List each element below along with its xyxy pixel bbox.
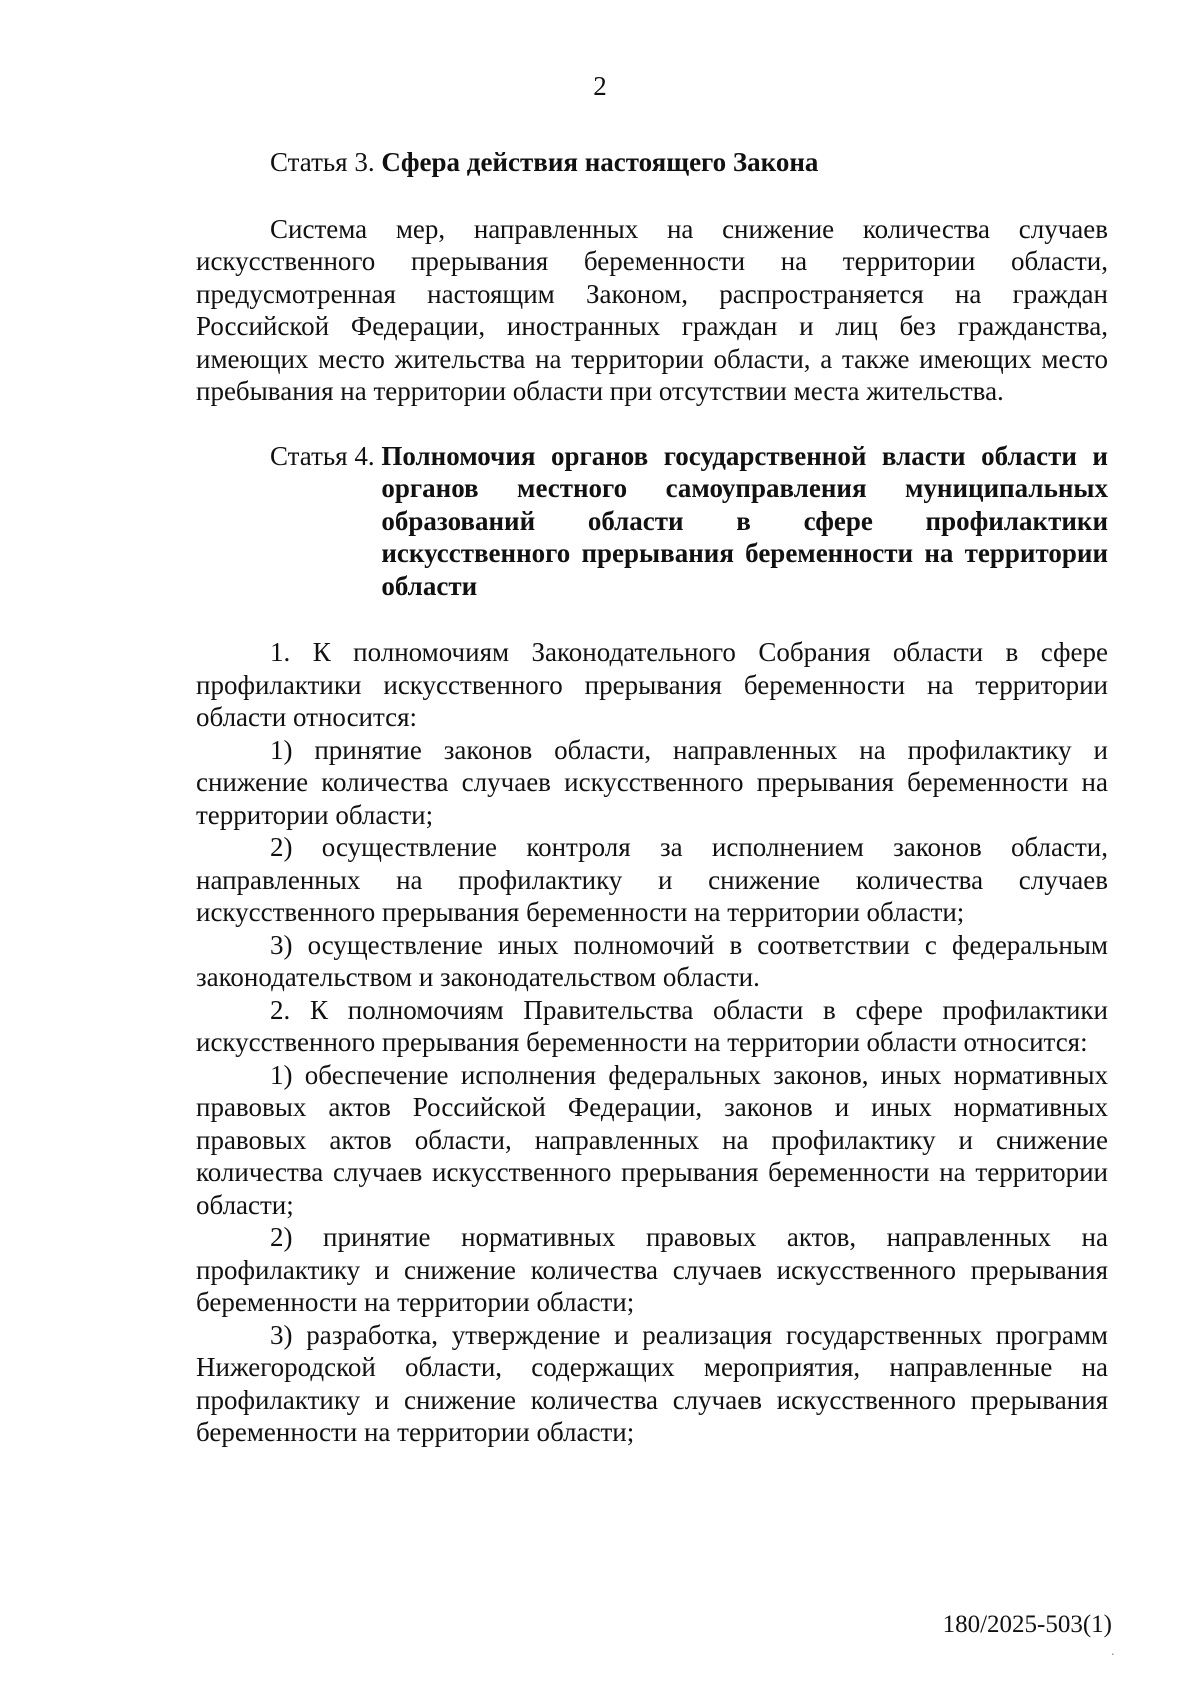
article-4-paragraph: 1) принятие законов области, направленных на профилактику и снижение количества случаев искусственного прерывания беременности на территории области; <box>196 734 1108 830</box>
article-4-paragraph: 2) осуществление контроля за исполнением законов области, направленных на профилактику и снижение количества случаев искусственного прерывания беременности на территории области; <box>196 832 1108 927</box>
article-4-paragraph: 2) принятие нормативных правовых актов, направленных на профилактику и снижение количества случаев искусственного прерывания беременности на территории области; <box>196 1222 1108 1317</box>
article-3-title: Сфера действия настоящего Закона <box>381 147 819 177</box>
document-code: 180/2025-503(1) <box>942 1611 1112 1638</box>
document-body <box>196 146 1108 1449</box>
article-3-text: Система мер, направленных на снижение количества случаев искусственного прерывания беременности на территории области, предусмотренная настоящим Законом, распространяется на граждан Российской Федерации, иностранных граждан и лиц без гражданства, имеющих место жительства на территории области, а также имеющих место пребывания на территории области при отсутствии места жительства. <box>196 213 1108 406</box>
article-4-paragraph: 1. К полномочиям Законодательного Собрания области в сфере профилактики искусственного прерывания беременности на территории области относится: <box>196 637 1108 732</box>
article-3-label: Статья 3. <box>270 147 382 177</box>
scan-mark: · <box>1110 1648 1115 1663</box>
article-4-heading <box>196 440 1108 603</box>
article-4-paragraph: 1) обеспечение исполнения федеральных законов, иных нормативных правовых актов Российской Федерации, законов и иных нормативных правовых актов области, направленных на профилактику и снижение количества случаев искусственного прерывания беременности на территории области; <box>196 1059 1108 1220</box>
article-4-paragraph: 2. К полномочиям Правительства области в сфере профилактики искусственного прерывания беременности на территории области относится: <box>196 994 1108 1057</box>
article-4-title: Полномочия органов государственной власти области и органов местного самоуправления муниципальных образований области в сфере профилактики искусственного прерывания беременности на территории области <box>381 440 1108 601</box>
article-3-heading <box>196 146 1108 179</box>
article-4-label: Статья 4. <box>270 440 382 471</box>
page-number: 2 <box>593 71 607 101</box>
article-4-paragraph: 3) осуществление иных полномочий в соответствии с федеральным законодательством и законодательством области. <box>196 929 1108 992</box>
article-4-paragraph: 3) разработка, утверждение и реализация государственных программ Нижегородской области, содержащих мероприятия, направленные на профилактику и снижение количества случаев искусственного прерывания беременности на территории области; <box>196 1319 1108 1447</box>
